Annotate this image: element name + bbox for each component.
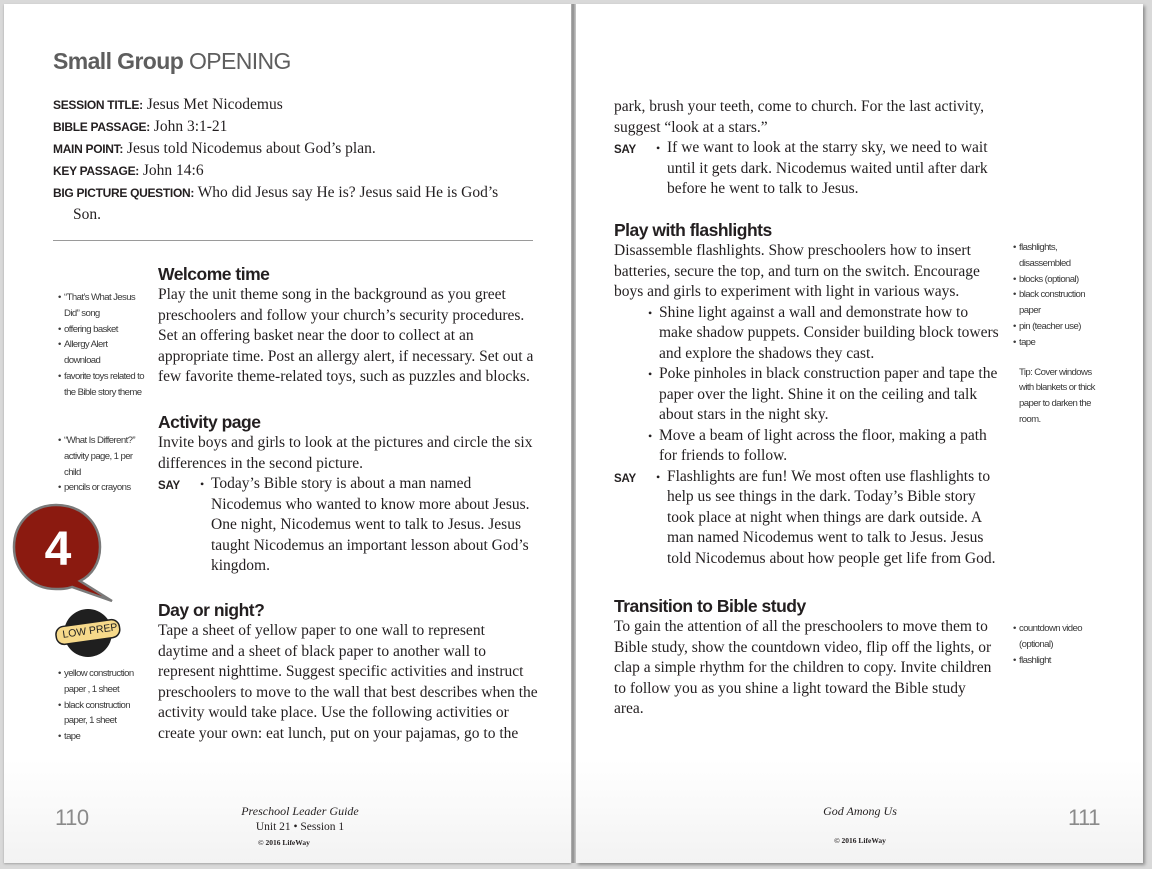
supply-item: • offering basket xyxy=(58,322,144,338)
session-meta xyxy=(53,94,533,226)
section-title xyxy=(53,48,291,75)
book-title: God Among Us xyxy=(823,804,897,818)
daynight-supplies xyxy=(58,666,138,745)
supply-item: • pin (teacher use) xyxy=(1013,319,1095,335)
flashlights-body: Disassemble flashlights. Show preschoolers how to insert batteries, secure the top, and turn on the switch. Encourage boys and girls to experiment with light in various ways. xyxy=(614,242,980,300)
meta-bible-passage: BIBLE PASSAGE: John 3:1-21 xyxy=(53,118,228,135)
right-footer xyxy=(780,804,940,848)
supply-item: • tape xyxy=(1013,335,1095,351)
say-label: SAY xyxy=(614,144,636,156)
flashlights-bullets xyxy=(614,303,999,467)
daynight-body: Tape a sheet of yellow paper to one wall to represent daytime and a sheet of black paper to another wall to represent nighttime. Suggest specific activities and instruct preschoolers to move to the wall that best describes when the activity would take place. Use the following activities or create your own: eat lunch, put on your pajamas, go to the xyxy=(158,622,538,742)
supply-item: • tape xyxy=(58,729,138,745)
activity-heading: Activity page xyxy=(158,412,261,432)
unit-session: Unit 21 • Session 1 xyxy=(255,821,345,833)
flashlight-activity: • Move a beam of light across the floor, making a path for friends to follow. xyxy=(648,426,999,467)
transition-section xyxy=(614,596,994,720)
supply-item: • flashlight xyxy=(1013,653,1095,669)
welcome-heading: Welcome time xyxy=(158,264,270,284)
welcome-section xyxy=(158,264,538,388)
step-4-callout-icon xyxy=(12,503,122,603)
guide-title: Preschool Leader Guide xyxy=(241,804,359,818)
meta-session-title: SESSION TITLE: Jesus Met Nicodemus xyxy=(53,96,283,113)
activity-body: Invite boys and girls to look at the pictures and circle the six differences in the second picture. xyxy=(158,434,533,472)
transition-body: To gain the attention of all the preschoolers to move them to Bible study, show the countdown video, flip off the lights, or clap a simple rhythm for the children to copy. Invite children to follow you as you shine a light toward the Bible study area. xyxy=(614,618,992,717)
supply-item: • yellow construction paper , 1 sheet xyxy=(58,666,138,698)
title-bold: Small Group xyxy=(53,48,184,74)
say-label: SAY xyxy=(158,480,180,492)
supply-item: • pencils or crayons xyxy=(58,480,138,496)
page-number-left: 110 xyxy=(55,805,89,830)
say-text: • If we want to look at the starry sky, we need to wait until it gets dark. Nicodemus waited until after dark before he went to talk to Jesus. xyxy=(656,138,994,200)
daynight-section xyxy=(158,600,538,744)
flashlights-supplies xyxy=(1013,240,1095,428)
say-label: SAY xyxy=(614,472,636,485)
flashlight-activity: • Shine light against a wall and demonstrate how to make shadow puppets. Consider building block towers and explore the shadows they cast. xyxy=(648,303,999,365)
supply-item: • favorite toys related to the Bible story theme xyxy=(58,369,144,401)
supply-item: • “That’s What Jesus Did” song xyxy=(58,290,144,322)
say-text: • Today’s Bible story is about a man named Nicodemus who wanted to know more about Jesus. One night, Nicodemus went to talk to Jesus. Jesus taught Nicodemus an important lesson about God’s kingdom. xyxy=(200,474,538,577)
divider xyxy=(53,240,533,241)
supply-item: • black construction paper, 1 sheet xyxy=(58,698,138,730)
meta-key-passage: KEY PASSAGE: John 14:6 xyxy=(53,162,204,179)
say-text: • Flashlights are fun! We most often use flashlights to help us see things in the dark. Today’s Bible story took place at night when things are dark outside. A man named Nicodemus went to talk to Jesus. Jesus told Nicodemus about how people get life from God. xyxy=(656,467,999,570)
tip-text: Tip: Cover windows with blankets or thick paper to darken the room. xyxy=(1019,366,1095,425)
transition-supplies xyxy=(1013,621,1095,668)
meta-big-picture-question: BIG PICTURE QUESTION: Who did Jesus say He is? Jesus said He is God’s xyxy=(53,184,499,201)
activity-supplies xyxy=(58,433,138,496)
supply-item: • “What Is Different?” activity page, 1 per child xyxy=(58,433,138,480)
welcome-supplies xyxy=(58,290,144,401)
left-footer xyxy=(210,804,390,850)
supply-item: • countdown video (optional) xyxy=(1013,621,1095,653)
page-number-right: 111 xyxy=(1068,805,1100,830)
supply-item: • blocks (optional) xyxy=(1013,272,1095,288)
supply-item: • black construction paper xyxy=(1013,287,1095,319)
activity-section xyxy=(158,412,538,577)
continued-section xyxy=(614,97,994,200)
continued-say xyxy=(614,138,994,200)
low-prep-label: LOW PREP xyxy=(61,621,119,641)
callout-number: 4 xyxy=(44,523,72,576)
flashlights-say xyxy=(614,467,999,570)
supply-item: • flashlights, disassembled xyxy=(1013,240,1095,272)
welcome-body: Play the unit theme song in the background as you greet preschoolers and follow your church’s security procedures. Set an offering basket near the door to collect at an appropriate time. Post an allergy alert, if necessary. Set out a few favorite theme-related toys, such as puzzles and blocks. xyxy=(158,286,534,385)
continued-text: park, brush your teeth, come to church. For the last activity, suggest “look at a stars.” xyxy=(614,98,985,136)
low-prep-badge xyxy=(52,607,122,659)
copyright-right: © 2016 LifeWay xyxy=(834,836,886,845)
meta-big-picture-question-cont: Son. xyxy=(73,206,101,223)
supply-item: • Allergy Alert download xyxy=(58,337,144,369)
transition-heading: Transition to Bible study xyxy=(614,596,806,616)
copyright-left: © 2016 LifeWay xyxy=(258,838,310,847)
daynight-heading: Day or night? xyxy=(158,600,265,620)
activity-say xyxy=(158,474,538,577)
meta-main-point: MAIN POINT: Jesus told Nicodemus about God’s plan. xyxy=(53,140,376,157)
flashlight-activity: • Poke pinholes in black construction paper and tape the paper over the light. Shine it on the ceiling and talk about stars in the night sky. xyxy=(648,364,999,426)
flashlights-section xyxy=(614,220,999,569)
title-light: OPENING xyxy=(188,48,291,74)
flashlights-heading: Play with flashlights xyxy=(614,220,772,240)
